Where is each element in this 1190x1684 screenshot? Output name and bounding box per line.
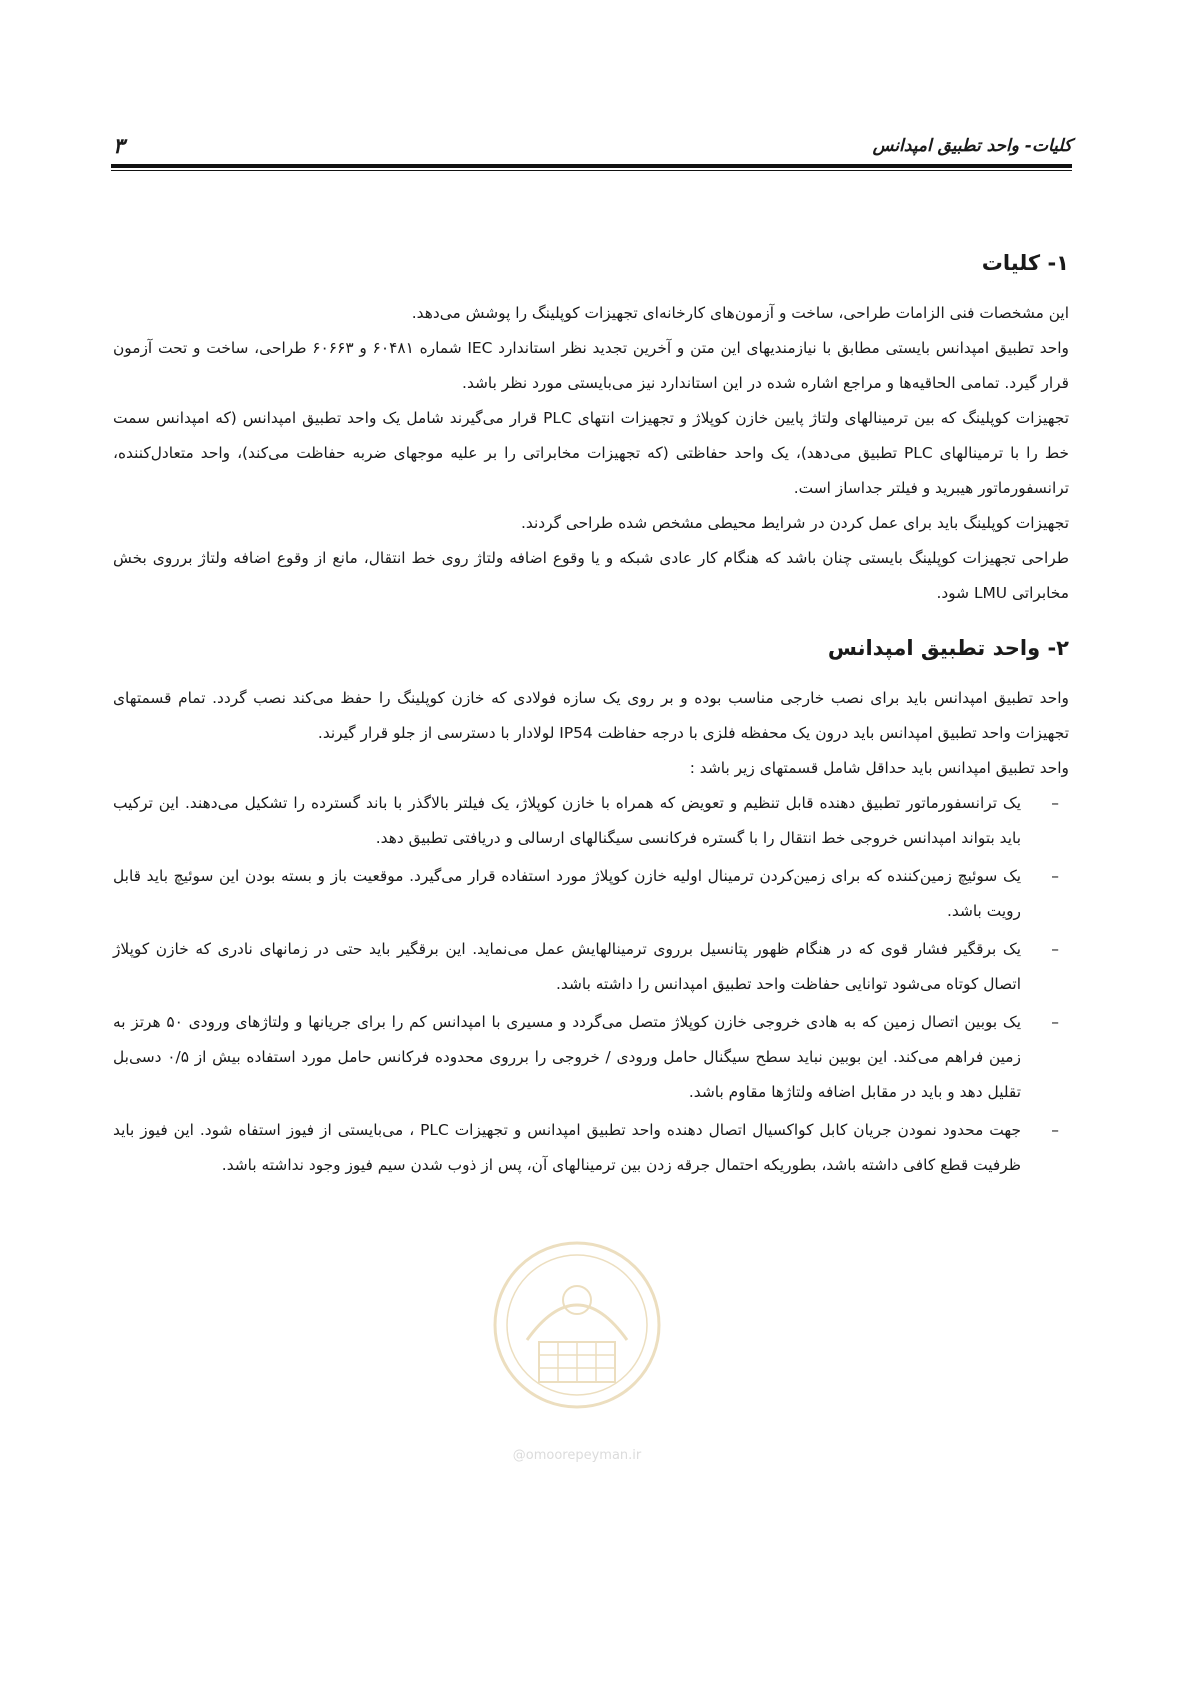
list-item xyxy=(113,786,1069,856)
paragraph: طراحی تجهیزات کوپلینگ بایستی چنان باشد که هنگام کار عادی شبکه و یا وقوع اضافه ولتاژ روی خط انتقال، مانع از وقوع اضافه ولتاژ برروی بخش مخابراتی LMU شود. xyxy=(113,549,1069,602)
list-item xyxy=(113,1113,1069,1183)
paragraph: تجهیزات کوپلینگ باید برای عمل کردن در شرایط محیطی مشخص شده طراحی گردند. xyxy=(521,514,1069,532)
list-item-text: یک ترانسفورماتور تطبیق دهنده قابل تنظیم و تعویض که همراه با خازن کوپلاژ، یک فیلتر بالاگذر با باند گسترده را تشکیل می‌دهند. این ترکیب باید بتواند امپدانس خروجی خط انتقال را با گستره فرکانسی سیگنالهای ارسالی و دریافتی تطبیق دهد. xyxy=(113,794,1021,847)
bullet-marker: – xyxy=(1051,794,1059,812)
running-title: کلیات- واحد تطبیق امپدانس xyxy=(872,136,1072,156)
bullet-marker: – xyxy=(1051,940,1059,958)
list-item xyxy=(113,859,1069,929)
paragraph: واحد تطبیق امپدانس بایستی مطابق با نیازمندیهای این متن و آخرین تجدید نظر استاندارد IEC شماره ۶۰۴۸۱ و ۶۰۶۶۳ طراحی، ساخت و تحت آزمون قرار گیرد. تمامی الحاقیه‌ها و مراجع اشاره شده در این استاندارد نیز می‌بایستی مورد نظر باشد. xyxy=(113,339,1069,392)
watermark-seal-icon xyxy=(487,1230,667,1445)
page-number: ۳ xyxy=(113,134,125,158)
list-item-text: جهت محدود نمودن جریان کابل کواکسیال اتصال دهنده واحد تطبیق امپدانس و تجهیزات PLC ، می‌بایستی از فیوز استفاه شود. این فیوز باید ظرفیت قطع کافی داشته باشد، بطوریکه احتمال جرقه زدن بین ترمینالهای آن، پس از ذوب شدن سیم فیوز وجود نداشته باشد. xyxy=(113,1121,1021,1174)
section-heading-1: ۱- کلیات xyxy=(981,251,1069,275)
paragraph: واحد تطبیق امپدانس باید برای نصب خارجی مناسب بوده و بر روی یک سازه فولادی که خازن کوپلینگ را حفظ می‌کند نصب گردد. تمام قسمتهای تجهیزات واحد تطبیق امپدانس باید درون یک محفظه فلزی با درجه حفاظت IP54 لولادار با دسترسی از جلو قرار گیرند. xyxy=(113,689,1069,742)
paragraph: واحد تطبیق امپدانس باید حداقل شامل قسمتهای زیر باشد : xyxy=(689,759,1069,777)
bullet-marker: – xyxy=(1051,1013,1059,1031)
list-item xyxy=(113,1005,1069,1110)
list-item xyxy=(113,932,1069,1002)
paragraph: تجهیزات کوپلینگ که بین ترمینالهای ولتاژ پایین خازن کوپلاژ و تجهیزات انتهای PLC قرار می‌گیرند شامل یک واحد تطبیق امپدانس (که امپدانس سمت خط را با ترمینالهای PLC تطبیق می‌دهد)، یک واحد حفاظتی (که تجهیزات مخابراتی را بر علیه موجهای ضربه حفاظت می‌کند)، واحد متعادل‌کننده، ترانسفورماتور هیبرید و فیلتر جداساز است. xyxy=(113,409,1070,497)
header-rule-thin xyxy=(111,170,1072,171)
bullet-marker: – xyxy=(1051,867,1059,885)
body-text xyxy=(113,246,1069,1186)
bullet-marker: – xyxy=(1051,1121,1059,1139)
bullet-list xyxy=(113,786,1069,1183)
watermark xyxy=(487,1230,667,1463)
list-item-text: یک بوبین اتصال زمین که به هادی خروجی خازن کوپلاژ متصل می‌گردد و مسیری با امپدانس کم را برای جریانها و ولتاژهای ورودی ۵۰ هرتز به زمین فراهم می‌کند. این بوبین نباید سطح سیگنال حامل ورودی / خروجی را برروی محدوده فرکانس حامل مورد استفاده بیش از ۰/۵ دسی‌بل تقلیل دهد و باید در مقابل اضافه ولتاژها مقاوم باشد. xyxy=(113,1013,1021,1101)
running-header xyxy=(113,128,1072,164)
header-rule-thick xyxy=(111,164,1072,168)
section-heading-2: ۲- واحد تطبیق امپدانس xyxy=(827,636,1069,660)
watermark-text: @omoorepeyman.ir xyxy=(512,1448,642,1463)
paragraph: این مشخصات فنی الزامات طراحی، ساخت و آزمون‌های کارخانه‌ای تجهیزات کوپلینگ را پوشش می‌دهد. xyxy=(411,304,1069,322)
list-item-text: یک سوئیچ زمین‌کننده که برای زمین‌کردن ترمینال اولیه خازن کوپلاژ مورد استفاده قرار می‌گیرد. موقعیت باز و بسته بودن این سوئیچ باید قابل رویت باشد. xyxy=(113,867,1021,920)
list-item-text: یک برقگیر فشار قوی که در هنگام ظهور پتانسیل برروی ترمینالهایش عمل می‌نماید. این برقگیر باید حتی در زمانهای نادری که خازن کوپلاژ اتصال کوتاه می‌شود توانایی حفاظت واحد تطبیق امپدانس را داشته باشد. xyxy=(113,940,1021,993)
